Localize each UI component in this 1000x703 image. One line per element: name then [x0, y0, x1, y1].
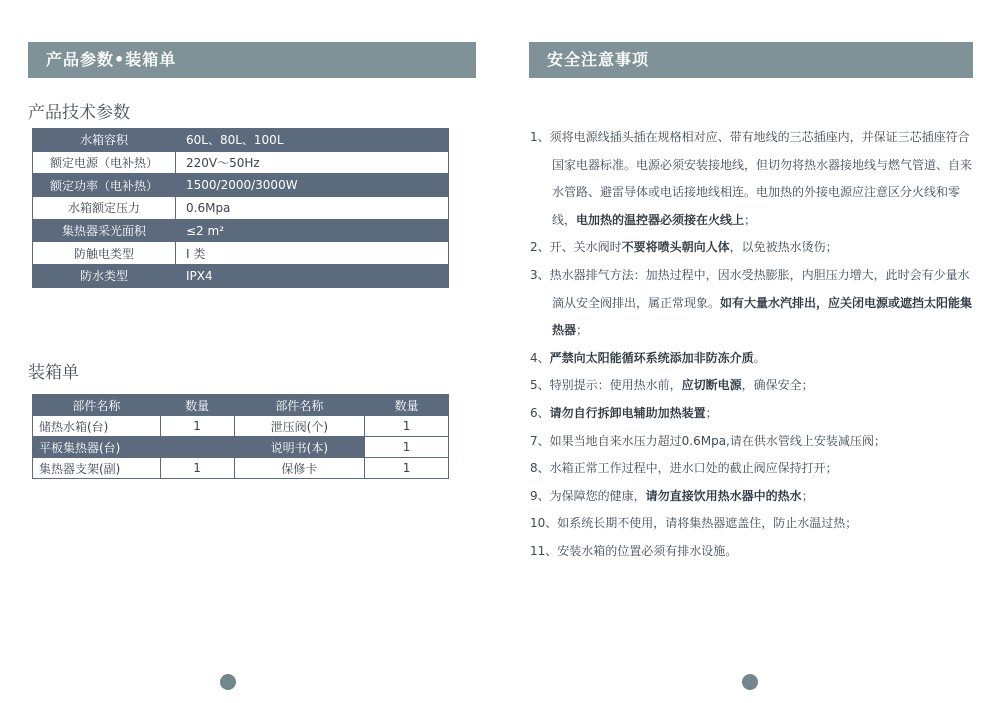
list-item: 8、水箱正常工作过程中，进水口处的截止阀应保持打开； — [530, 461, 838, 476]
list-item: 7、如果当地自来水压力超过0.6Mpa,请在供水管线上安装减压阀； — [530, 433, 886, 448]
page-marker-dot — [742, 674, 758, 690]
spec-section-title: 产品技术参数 — [28, 103, 130, 123]
table-header: 部件名称 — [33, 395, 161, 416]
table-cell: 泄压阀(个) — [234, 416, 365, 437]
table-cell — [160, 437, 234, 458]
list-item: 10、如系统长期不使用，请将集热器遮盖住，防止水温过热； — [530, 516, 858, 531]
list-item: 1、须将电源线插头插在规格相对应、带有地线的三芯插座内，并保证三芯插座符合国家电器标准。电源必须安装接地线，但切勿将热水器接地线与燃气管道、自来水管路、避雷导体或电话接地线相连。电加热的外接电源应注意区分火线和零线，电加热的温控器必须接在火线上； — [530, 130, 973, 227]
list-item: 6、请勿自行拆卸电辅助加热装置； — [530, 405, 718, 420]
spec-table — [32, 128, 449, 288]
list-item: 9、为保障您的健康，请勿直接饮用热水器中的热水； — [530, 488, 814, 503]
spec-value: I 类 — [176, 242, 449, 265]
spec-label: 额定功率（电补热） — [33, 174, 176, 197]
table-cell: 1 — [365, 416, 449, 437]
packing-table — [32, 394, 449, 479]
list-item: 2、开、关水阀时不要将喷头朝向人体，以免被热水烫伤； — [530, 240, 838, 255]
spec-label: 防水类型 — [33, 265, 176, 288]
list-item: 5、特别提示：使用热水前，应切断电源，确保安全； — [530, 378, 814, 393]
table-cell: 1 — [365, 458, 449, 479]
spec-label: 水箱容积 — [33, 129, 176, 152]
table-header: 数量 — [160, 395, 234, 416]
table-header: 数量 — [365, 395, 449, 416]
table-cell: 保修卡 — [234, 458, 365, 479]
list-item: 3、热水器排气方法：加热过程中，因水受热膨胀，内胆压力增大，此时会有少量水滴从安全阀排出，属正常现象。如有大量水汽排出，应关闭电源或遮挡太阳能集热器； — [530, 267, 973, 338]
spec-value: IPX4 — [176, 265, 449, 288]
table-cell: 1 — [160, 458, 234, 479]
spec-label: 额定电源（电补热） — [33, 151, 176, 174]
list-item: 11、安装水箱的位置必须有排水设施。 — [530, 543, 738, 558]
spec-label: 防触电类型 — [33, 242, 176, 265]
table-cell: 储热水箱(台) — [33, 416, 161, 437]
spec-value: 1500/2000/3000W — [176, 174, 449, 197]
section-banner-safety: 安全注意事项 — [529, 42, 973, 78]
spec-value: ≤2 m² — [176, 219, 449, 242]
safety-notes-list — [530, 124, 980, 566]
table-cell: 1 — [160, 416, 234, 437]
table-cell: 集热器支架(副) — [33, 458, 161, 479]
section-banner-specs: 产品参数•装箱单 — [28, 42, 476, 78]
packing-section-title: 装箱单 — [28, 363, 79, 383]
list-item: 4、严禁向太阳能循环系统添加非防冻介质。 — [530, 350, 766, 365]
table-header: 部件名称 — [234, 395, 365, 416]
page-marker-dot — [220, 674, 236, 690]
spec-value: 60L、80L、100L — [176, 129, 449, 152]
spec-label: 水箱额定压力 — [33, 197, 176, 220]
spec-value: 0.6Mpa — [176, 197, 449, 220]
table-cell: 说明书(本) — [234, 437, 365, 458]
spec-value: 220V～50Hz — [176, 151, 449, 174]
table-cell: 1 — [365, 437, 449, 458]
table-cell: 平板集热器(台) — [33, 437, 161, 458]
spec-label: 集热器采光面积 — [33, 219, 176, 242]
